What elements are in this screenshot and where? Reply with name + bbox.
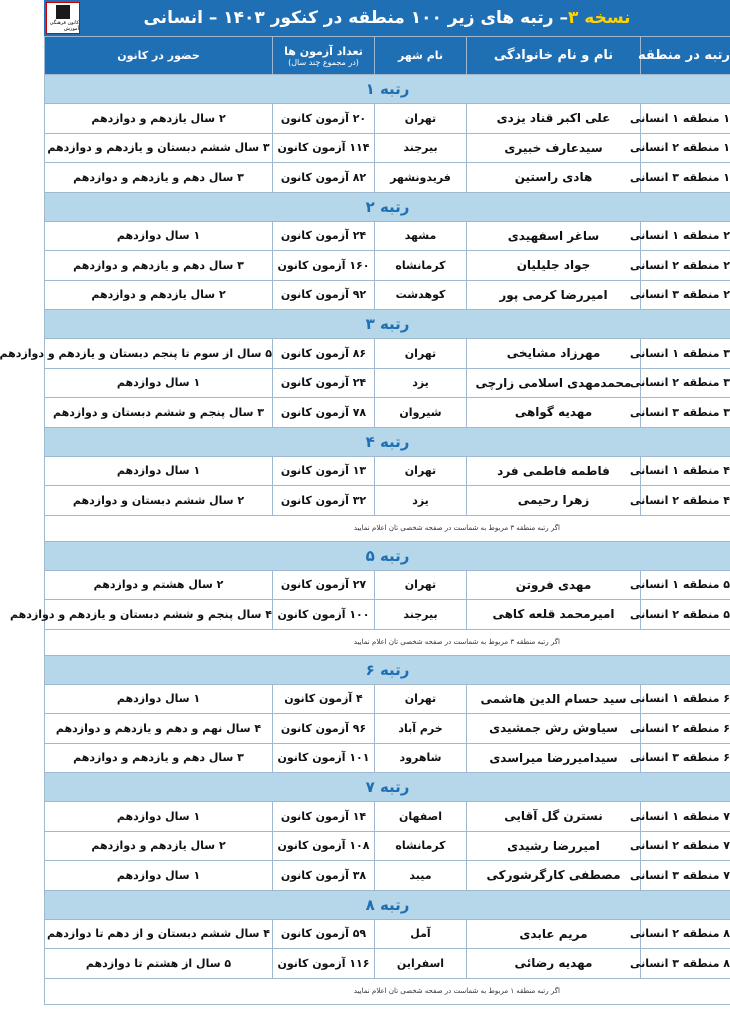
rank-cell: ۶ منطقه ۲ انسانی (641, 714, 730, 744)
name-cell: سید حسام الدین هاشمی (467, 684, 641, 714)
rank-cell: ۵ منطقه ۲ انسانی (641, 600, 730, 630)
attendance-cell: ۲ سال یازدهم و دوازدهم (45, 280, 273, 310)
rank-table (0, 36, 730, 1005)
attendance-cell: ۳ سال دهم و یازدهم و دوازدهم (45, 163, 273, 193)
rank-cell: ۳ منطقه ۳ انسانی (641, 398, 730, 428)
name-cell: امیرمحمد قلعه کاهی (467, 600, 641, 630)
exams-cell: ۷۸ آزمون کانون (273, 398, 375, 428)
header-exams (273, 37, 375, 75)
logo-text: کانون فرهنگی آموزش (49, 19, 79, 32)
rank-group-header (45, 890, 730, 919)
attendance-cell: ۱ سال دوازدهم (45, 802, 273, 832)
rank-cell: ۷ منطقه ۳ انسانی (641, 861, 730, 891)
exams-cell: ۳۸ آزمون کانون (273, 861, 375, 891)
name-cell: سیدامیررضا میراسدی (467, 743, 641, 773)
exams-cell: ۱۰۰ آزمون کانون (273, 600, 375, 630)
name-cell: مهدیه گواهی (467, 398, 641, 428)
table-row (45, 339, 730, 369)
table-body (0, 75, 730, 1005)
page-title (44, 0, 730, 36)
city-cell: کرمانشاه (375, 251, 467, 281)
exams-cell: ۲۴ آزمون کانون (273, 368, 375, 398)
attendance-cell: ۴ سال ششم دبستان و از دهم تا دوازدهم (45, 919, 273, 949)
city-cell: شیروان (375, 398, 467, 428)
exams-cell: ۵۹ آزمون کانون (273, 919, 375, 949)
name-cell: امیررضا رشیدی (467, 831, 641, 861)
name-cell: مصطفی کارگرشورکی (467, 861, 641, 891)
rank-group-label: رتبه ۳ (45, 310, 730, 339)
attendance-cell: ۱ سال دوازدهم (45, 456, 273, 486)
header-exams-sub: (در مجموع چند سال) (288, 57, 359, 67)
rank-group-label: رتبه ۸ (45, 890, 730, 919)
name-cell: جواد جلیلیان (467, 251, 641, 281)
rank-cell: ۳ منطقه ۲ انسانی (641, 368, 730, 398)
table-row (45, 398, 730, 428)
city-cell: مشهد (375, 221, 467, 251)
rank-cell: ۶ منطقه ۱ انسانی (641, 684, 730, 714)
attendance-cell: ۱ سال دوازدهم (45, 684, 273, 714)
rank-group-label: رتبه ۱ (45, 75, 730, 104)
header-city: نام شهر (375, 37, 467, 75)
table-row (45, 831, 730, 861)
exams-cell: ۸۶ آزمون کانون (273, 339, 375, 369)
rank-cell: ۸ منطقه ۲ انسانی (641, 919, 730, 949)
table-row (45, 949, 730, 979)
rank-cell: ۵ منطقه ۱ انسانی (641, 570, 730, 600)
group-note: اگر رتبه منطقه ۳ مربوط به شماست در صفحه شخصی تان اعلام نمایید (45, 515, 730, 541)
name-cell: نسترن گل آقایی (467, 802, 641, 832)
name-cell: سیاوش رش جمشیدی (467, 714, 641, 744)
rank-group-header (45, 75, 730, 104)
attendance-cell: ۱ سال دوازدهم (45, 221, 273, 251)
rank-cell: ۱ منطقه ۳ انسانی (641, 163, 730, 193)
table-row (45, 368, 730, 398)
rank-cell: ۷ منطقه ۱ انسانی (641, 802, 730, 832)
city-cell: یزد (375, 486, 467, 516)
table-row (45, 486, 730, 516)
attendance-cell: ۴ سال پنجم و ششم دبستان و یازدهم و دوازدهم (45, 600, 273, 630)
exams-cell: ۸۲ آزمون کانون (273, 163, 375, 193)
name-cell: محمدمهدی اسلامی زارچی (467, 368, 641, 398)
city-cell: خرم آباد (375, 714, 467, 744)
rank-group-header (45, 655, 730, 684)
attendance-cell: ۴ سال نهم و دهم و یازدهم و دوازدهم (45, 714, 273, 744)
header-name: نام و نام خانوادگی (467, 37, 641, 75)
exams-cell: ۲۰ آزمون کانون (273, 104, 375, 134)
name-cell: هادی راستین (467, 163, 641, 193)
city-cell: اسفراین (375, 949, 467, 979)
rank-cell: ۴ منطقه ۲ انسانی (641, 486, 730, 516)
group-note-row (45, 978, 730, 1004)
header-exams-label: تعداد آزمون ها (284, 44, 363, 58)
name-cell: مهرزاد مشایخی (467, 339, 641, 369)
city-cell: بیرجند (375, 133, 467, 163)
table-row (45, 919, 730, 949)
rank-cell: ۶ منطقه ۳ انسانی (641, 743, 730, 773)
rank-cell: ۸ منطقه ۳ انسانی (641, 949, 730, 979)
city-cell: آمل (375, 919, 467, 949)
rank-group-label: رتبه ۵ (45, 541, 730, 570)
attendance-cell: ۲ سال ششم دبستان و دوازدهم (45, 486, 273, 516)
kanoon-logo-icon (46, 2, 80, 34)
exams-cell: ۱۰۸ آزمون کانون (273, 831, 375, 861)
city-cell: فریدونشهر (375, 163, 467, 193)
table-row (45, 104, 730, 134)
city-cell: اصفهان (375, 802, 467, 832)
attendance-cell: ۲ سال هشتم و دوازدهم (45, 570, 273, 600)
attendance-cell: ۱ سال دوازدهم (45, 861, 273, 891)
table-header-row (45, 37, 730, 75)
exams-cell: ۱۳ آزمون کانون (273, 456, 375, 486)
name-cell: مهدی فروتن (467, 570, 641, 600)
exams-cell: ۱۴ آزمون کانون (273, 802, 375, 832)
rank-cell: ۷ منطقه ۲ انسانی (641, 831, 730, 861)
rank-group-label: رتبه ۴ (45, 427, 730, 456)
exams-cell: ۱۶۰ آزمون کانون (273, 251, 375, 281)
city-cell: کوهدشت (375, 280, 467, 310)
exams-cell: ۲۷ آزمون کانون (273, 570, 375, 600)
table-row (45, 570, 730, 600)
city-cell: تهران (375, 104, 467, 134)
city-cell: یزد (375, 368, 467, 398)
attendance-cell: ۵ سال از هشتم تا دوازدهم (45, 949, 273, 979)
city-cell: شاهرود (375, 743, 467, 773)
rank-group-header (45, 192, 730, 221)
attendance-cell: ۲ سال یازدهم و دوازدهم (45, 104, 273, 134)
name-cell: زهرا رحیمی (467, 486, 641, 516)
rank-cell: ۲ منطقه ۱ انسانی (641, 221, 730, 251)
title-text: – رتبه های زیر ۱۰۰ منطقه در کنکور ۱۴۰۳ – انسانی (143, 8, 568, 28)
city-cell: تهران (375, 684, 467, 714)
rank-cell: ۱ منطقه ۲ انسانی (641, 133, 730, 163)
name-cell: ساغر اسفهیدی (467, 221, 641, 251)
table-row (45, 221, 730, 251)
group-note-row (45, 629, 730, 655)
header-attendance: حضور در کانون (45, 37, 273, 75)
rank-group-label: رتبه ۲ (45, 192, 730, 221)
exams-cell: ۳۲ آزمون کانون (273, 486, 375, 516)
rank-group-header (45, 427, 730, 456)
name-cell: مریم عابدی (467, 919, 641, 949)
exams-cell: ۹۲ آزمون کانون (273, 280, 375, 310)
attendance-cell: ۳ سال دهم و یازدهم و دوازدهم (45, 743, 273, 773)
table-row (45, 600, 730, 630)
exams-cell: ۹۶ آزمون کانون (273, 714, 375, 744)
header-rank: رتبه در منطقه (641, 37, 730, 75)
table-row (45, 714, 730, 744)
rank-cell: ۳ منطقه ۱ انسانی (641, 339, 730, 369)
table-row (45, 251, 730, 281)
rank-group-header (45, 541, 730, 570)
attendance-cell: ۳ سال پنجم و ششم دبستان و دوازدهم (45, 398, 273, 428)
exams-cell: ۱۰۱ آزمون کانون (273, 743, 375, 773)
table-row (45, 802, 730, 832)
city-cell: میبد (375, 861, 467, 891)
table-row (45, 280, 730, 310)
city-cell: تهران (375, 570, 467, 600)
exams-cell: ۴ آزمون کانون (273, 684, 375, 714)
attendance-cell: ۳ سال دهم و یازدهم و دوازدهم (45, 251, 273, 281)
name-cell: سیدعارف خبیری (467, 133, 641, 163)
table-row (45, 456, 730, 486)
attendance-cell: ۲ سال یازدهم و دوازدهم (45, 831, 273, 861)
table-row (45, 861, 730, 891)
table-row (45, 684, 730, 714)
rank-group-label: رتبه ۷ (45, 773, 730, 802)
rank-cell: ۲ منطقه ۲ انسانی (641, 251, 730, 281)
city-cell: تهران (375, 339, 467, 369)
name-cell: فاطمه فاطمی فرد (467, 456, 641, 486)
exams-cell: ۲۴ آزمون کانون (273, 221, 375, 251)
city-cell: بیرجند (375, 600, 467, 630)
group-note-row (45, 515, 730, 541)
city-cell: کرمانشاه (375, 831, 467, 861)
rank-cell: ۲ منطقه ۳ انسانی (641, 280, 730, 310)
table-row (45, 133, 730, 163)
attendance-cell: ۳ سال ششم دبستان و یازدهم و دوازدهم (45, 133, 273, 163)
name-cell: امیررضا کرمی پور (467, 280, 641, 310)
attendance-cell: ۱ سال دوازدهم (45, 368, 273, 398)
exams-cell: ۱۱۶ آزمون کانون (273, 949, 375, 979)
name-cell: مهدیه رضائی (467, 949, 641, 979)
rank-group-header (45, 773, 730, 802)
attendance-cell: ۵ سال از سوم تا پنجم دبستان و یازدهم و دوازدهم (45, 339, 273, 369)
title-prefix: نسخه ۳ (567, 8, 631, 28)
group-note: اگر رتبه منطقه ۳ مربوط به شماست در صفحه شخصی تان اعلام نمایید (45, 629, 730, 655)
name-cell: علی اکبر قناد یزدی (467, 104, 641, 134)
city-cell: تهران (375, 456, 467, 486)
exams-cell: ۱۱۴ آزمون کانون (273, 133, 375, 163)
group-note: اگر رتبه منطقه ۱ مربوط به شماست در صفحه شخصی تان اعلام نمایید (45, 978, 730, 1004)
rank-group-label: رتبه ۶ (45, 655, 730, 684)
rank-cell: ۴ منطقه ۱ انسانی (641, 456, 730, 486)
rank-group-header (45, 310, 730, 339)
rank-cell: ۱ منطقه ۱ انسانی (641, 104, 730, 134)
table-row (45, 163, 730, 193)
table-row (45, 743, 730, 773)
